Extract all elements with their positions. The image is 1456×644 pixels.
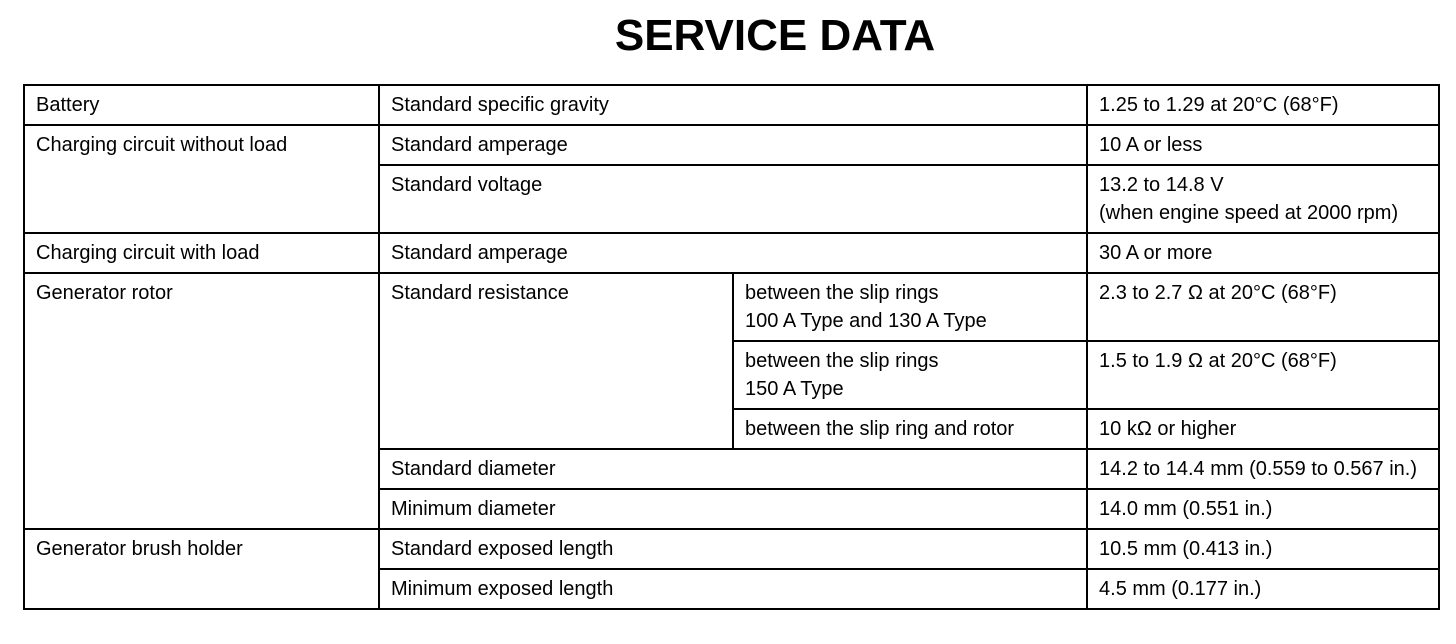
table-row [24,85,1439,125]
value-line: (when engine speed at 2000 rpm) [1099,202,1399,224]
item-cell: Minimum exposed length [379,569,1087,609]
value-cell: 2.3 to 2.7 Ω at 20°C (68°F) [1087,273,1439,341]
table-row [24,273,1439,341]
value-cell: 14.2 to 14.4 mm (0.559 to 0.567 in.) [1087,449,1439,489]
value-cell: 1.5 to 1.9 Ω at 20°C (68°F) [1087,341,1439,409]
value-cell: 10.5 mm (0.413 in.) [1087,529,1439,569]
table-row [24,125,1439,165]
item-cell: Standard amperage [379,125,1087,165]
value-cell: 4.5 mm (0.177 in.) [1087,569,1439,609]
condition-cell [733,341,1087,409]
table-row [24,233,1439,273]
item-cell: Standard resistance [379,273,733,449]
condition-cell [733,273,1087,341]
item-cell: Standard exposed length [379,529,1087,569]
item-cell: Standard amperage [379,233,1087,273]
component-cell: Charging circuit without load [24,125,379,233]
table-row [24,529,1439,569]
component-cell: Charging circuit with load [24,233,379,273]
value-cell: 10 kΩ or higher [1087,409,1439,449]
component-cell: Generator brush holder [24,529,379,609]
value-cell: 30 A or more [1087,233,1439,273]
item-cell: Standard specific gravity [379,85,1087,125]
condition-line: 100 A Type and 130 A Type [745,310,987,332]
item-cell: Standard voltage [379,165,1087,233]
value-cell: 14.0 mm (0.551 in.) [1087,489,1439,529]
value-line: 13.2 to 14.8 V [1099,174,1224,196]
value-cell: 10 A or less [1087,125,1439,165]
value-cell [1087,165,1439,233]
service-data-table [23,84,1440,610]
condition-cell: between the slip ring and rotor [733,409,1087,449]
page-title: SERVICE DATA [614,11,936,60]
condition-line: 150 A Type [745,378,844,400]
item-cell: Standard diameter [379,449,1087,489]
condition-line: between the slip rings [745,282,939,304]
component-cell: Battery [24,85,379,125]
condition-line: between the slip rings [745,350,939,372]
item-cell: Minimum diameter [379,489,1087,529]
value-cell: 1.25 to 1.29 at 20°C (68°F) [1087,85,1439,125]
component-cell: Generator rotor [24,273,379,529]
